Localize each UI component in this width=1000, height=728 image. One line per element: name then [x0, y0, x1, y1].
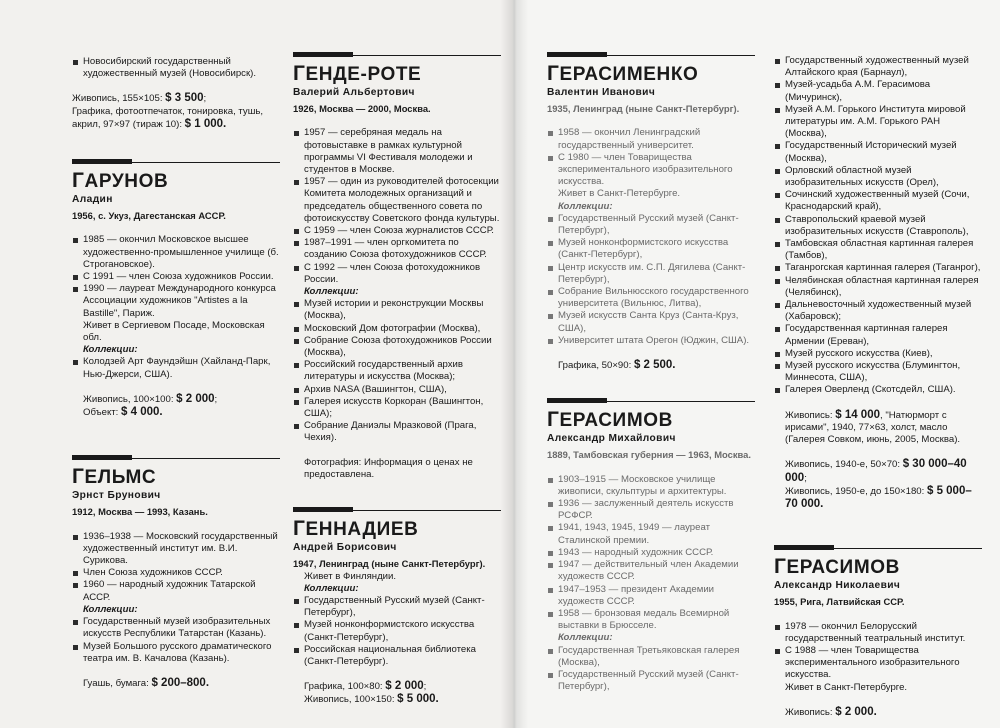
- collections-list: [774, 55, 982, 397]
- price-line: Живопись: $ 14 000, "Натюрморт с ирисами", 1940, 77×63, холст, масло (Галерея Совком, июнь, 2005, Москва).: [785, 408, 961, 446]
- bio-list: [547, 127, 755, 188]
- list-item: Собрание Даниэлы Мразковой (Прага, Чехия).: [293, 420, 501, 444]
- entry-divider: [72, 159, 132, 164]
- lives-text: Живет в Санкт-Петербурге.: [558, 188, 681, 200]
- lives-text: Живет в Сергиевом Посаде, Московская обл.: [83, 319, 265, 344]
- list-item: С 1988 — член Товарищества экспериментального изобразительного искусства.: [774, 645, 982, 682]
- list-item: Музей нонконформистского искусства (Санкт-Петербург),: [547, 237, 755, 261]
- price-line: Графика, фотоотпечаток, тонировка, тушь, акрил, 97×97 (тираж 10): $ 1 000.: [72, 105, 264, 130]
- list-item: Государственный Русский музей (Санкт-Петербург),: [293, 595, 501, 619]
- list-item: Сочинский художественный музей (Сочи, Краснодарский край),: [774, 189, 982, 213]
- list-item: 1958 — окончил Ленинградский государственный университет.: [547, 127, 755, 151]
- entry-name-gennadiev: ГЕННАДИЕВ: [293, 517, 419, 541]
- entry-dates: 1889, Тамбовская губерния — 1963, Москва.: [547, 449, 751, 461]
- list-item: Собрание Союза фотохудожников России (Москва),: [293, 335, 501, 359]
- list-item: 1990 — лауреат Международного конкурса Ассоциации художников "Artistes a la Bastille", Париж.: [72, 283, 280, 320]
- collections-title: Коллекции:: [558, 632, 613, 644]
- entry-dates: 1912, Москва — 1993, Казань.: [72, 506, 208, 518]
- entry-divider: [72, 455, 132, 460]
- list-item: 1960 — народный художник Татарской АССР.: [72, 579, 280, 603]
- entry-first-name: Александр Николаевич: [774, 580, 901, 592]
- list-item: Новосибирский государственный художественный музей (Новосибирск).: [72, 56, 280, 80]
- entry-name-gerasimenko: ГЕРАСИМЕНКО: [547, 62, 699, 85]
- list-item: Архив NASA (Вашингтон, США),: [293, 384, 501, 396]
- collections-list: [547, 213, 755, 347]
- list-item: Музей русского искусства (Киев),: [774, 348, 982, 360]
- list-item: С 1991 — член Союза художников России.: [72, 271, 280, 283]
- list-item: 1936–1938 — Московский государственный художественный институт им. В.И. Сурикова.: [72, 531, 280, 568]
- entry-first-name: Валентин Иванович: [547, 87, 656, 98]
- price-line: Гуашь, бумага: $ 200–800.: [83, 676, 210, 689]
- list-item: Член Союза художников СССР.: [72, 567, 280, 579]
- collections-list: [72, 616, 280, 665]
- entry-dates: 1955, Рига, Латвийская ССР.: [774, 596, 905, 608]
- list-item: 1978 — окончил Белорусский государственный театральный институт.: [774, 621, 982, 645]
- list-item: 1985 — окончил Московское высшее художественно-промышленное училище (б. Строгановское).: [72, 234, 280, 271]
- right-page: [513, 0, 1000, 728]
- price-line: Живопись, 155×105: $ 3 500;: [72, 92, 207, 105]
- list-item: 1958 — бронзовая медаль Всемирной выставки в Брюсселе.: [547, 608, 755, 632]
- collections-list: [72, 356, 280, 380]
- price-line: Графика, 100×80: $ 2 000;: [304, 680, 427, 693]
- list-item: Музей Большого русского драматического театра им. В. Качалова (Казань).: [72, 641, 280, 665]
- list-item: Государственная Третьяковская галерея (Москва),: [547, 645, 755, 669]
- list-item: Музей истории и реконструкции Москвы (Москва),: [293, 298, 501, 322]
- entry-divider: [774, 545, 834, 550]
- list-item: Российская национальная библиотека (Санкт-Петербург).: [293, 644, 501, 668]
- entry-dates: 1935, Ленинград (ныне Санкт-Петербург).: [547, 103, 740, 115]
- entry-first-name: Александр Михайлович: [547, 433, 676, 445]
- price-line: Живопись, 1940-е, 50×70: $ 30 000–40 000;: [785, 458, 967, 484]
- lives-text: Живет в Санкт-Петербурге.: [785, 681, 908, 693]
- list-item: Государственный художественный музей Алтайского края (Барнаул),: [774, 55, 982, 79]
- entry-name-gelms: ГЕЛЬМС: [72, 465, 157, 489]
- entry-dates: 1926, Москва — 2000, Москва.: [293, 103, 431, 115]
- list-item: Колодзей Арт Фаундэйшн (Хайланд-Парк, Нью-Джерси, США).: [72, 356, 280, 380]
- collections-title: Коллекции:: [83, 344, 138, 356]
- faded-block: [547, 127, 755, 359]
- lives-text: Живет в Финляндии.: [304, 570, 397, 582]
- list-item: Государственный музей изобразительных искусств Республики Татарстан (Казань).: [72, 616, 280, 640]
- list-item: Государственная картинная галерея Армении (Ереван),: [774, 323, 982, 347]
- list-item: Московский Дом фотографии (Москва),: [293, 323, 501, 335]
- column-2: [293, 52, 501, 707]
- list-item: Музей А.М. Горького Института мировой литературы им. А.М. Горького РАН (Москва),: [774, 104, 982, 141]
- price-note: Фотография: Информация о ценах не предоставлена.: [304, 456, 473, 480]
- bio-list: [72, 234, 280, 319]
- entry-divider: [547, 52, 607, 57]
- entry-name-gerasimov-am: ГЕРАСИМОВ: [547, 408, 673, 432]
- list-item: Университет штата Орегон (Юджин, США).: [547, 335, 755, 347]
- list-item: 1903–1915 — Московское училище живописи, скульптуры и архитектуры.: [547, 474, 755, 498]
- list-item: Музей искусств Санта Круз (Санта-Круз, США),: [547, 310, 755, 334]
- price-line: Графика, 50×90: $ 2 500.: [558, 359, 676, 372]
- collections-list: [72, 56, 280, 80]
- list-item: Государственный Русский музей (Санкт-Петербург),: [547, 213, 755, 237]
- entry-dates: 1947, Ленинград (ныне Санкт-Петербург).: [293, 558, 486, 570]
- collections-title: Коллекции:: [304, 286, 359, 298]
- list-item: Галерея Оверленд (Скотсдейл, США).: [774, 384, 982, 396]
- price-line: Объект: $ 4 000.: [83, 406, 163, 419]
- list-item: 1936 — заслуженный деятель искусств РСФСР.: [547, 498, 755, 522]
- price-line: Живопись, 100×100: $ 2 000;: [83, 392, 218, 405]
- price-line: Живопись: $ 2 000.: [785, 705, 877, 718]
- list-item: Центр искусств им. С.П. Дягилева (Санкт-Петербург),: [547, 262, 755, 286]
- list-item: Дальневосточный художественный музей (Хабаровск);: [774, 299, 982, 323]
- price-line: Живопись, 1950-е, до 150×180: $ 5 000–70 000.: [785, 484, 972, 510]
- list-item: Государственный Исторический музей (Москва),: [774, 140, 982, 164]
- column-1: [72, 56, 280, 690]
- entry-name-garunov: ГАРУНОВ: [72, 169, 169, 193]
- list-item: 1941, 1943, 1945, 1949 — лауреат Сталинской премии.: [547, 522, 755, 546]
- list-item: С 1992 — член Союза фотохудожников России.: [293, 262, 501, 286]
- list-item: Музей нонконформистского искусства (Санкт-Петербург),: [293, 619, 501, 643]
- entry-dates: 1956, с. Укуз, Дагестанская АССР.: [72, 210, 226, 222]
- list-item: Тамбовская областная картинная галерея (Тамбов),: [774, 238, 982, 262]
- list-item: Собрание Вильнюсского государственного университета (Вильнюс, Литва),: [547, 286, 755, 310]
- entry-name-gerasimov-an: ГЕРАСИМОВ: [774, 555, 900, 579]
- list-item: 1947–1953 — президент Академии художеств СССР.: [547, 584, 755, 608]
- collections-list: [293, 595, 501, 668]
- list-item: Ставропольский краевой музей изобразительных искусств (Ставрополь),: [774, 214, 982, 238]
- list-item: С 1959 — член Союза журналистов СССР.: [293, 225, 501, 237]
- list-item: Российский государственный архив литературы и искусства (Москва);: [293, 359, 501, 383]
- collections-list: [293, 298, 501, 444]
- list-item: Челябинская областная картинная галерея (Челябинск),: [774, 275, 982, 299]
- list-item: 1943 — народный художник СССР.: [547, 547, 755, 559]
- entry-first-name: Эрнст Брунович: [72, 490, 161, 502]
- list-item: 1957 — серебряная медаль на фотовыставке в рамках культурной программы VI Фестиваля молодежи и студентов в Москве.: [293, 127, 501, 176]
- bio-list: [547, 474, 755, 633]
- list-item: 1987–1991 — член оргкомитета по созданию Союза фотохудожников СССР.: [293, 237, 501, 261]
- collections-title: Коллекции:: [304, 582, 359, 594]
- collections-list: [547, 645, 755, 694]
- entry-divider: [293, 507, 353, 512]
- price-line: Живопись, 100×150: $ 5 000.: [304, 693, 439, 706]
- column-4: [774, 55, 982, 719]
- list-item: 1957 — один из руководителей фотосекции Комитета молодежных организаций и председатель общественного совета по фотоискусству Советского фонда культуры.: [293, 176, 501, 225]
- collections-title: Коллекции:: [558, 200, 613, 212]
- list-item: Государственный Русский музей (Санкт-Петербург),: [547, 669, 755, 693]
- faded-block: [547, 474, 755, 694]
- list-item: Таганрогская картинная галерея (Таганрог),: [774, 262, 982, 274]
- entry-divider: [547, 398, 607, 403]
- collections-title: Коллекции:: [83, 603, 138, 615]
- list-item: 1947 — действительный член Академии художеств СССР.: [547, 559, 755, 583]
- entry-first-name: Аладин: [72, 194, 113, 206]
- bio-list: [774, 621, 982, 682]
- list-item: С 1980 — член Товарищества экспериментального изобразительного искусства.: [547, 152, 755, 189]
- list-item: Музей-усадьба А.М. Герасимова (Мичуринск),: [774, 79, 982, 103]
- bio-list: [293, 127, 501, 286]
- entry-first-name: Валерий Альбертович: [293, 87, 415, 98]
- entry-first-name: Андрей Борисович: [293, 542, 397, 554]
- bio-list: [72, 531, 280, 604]
- column-3: [547, 52, 755, 693]
- entry-name-gende-rote: ГЕНДЕ-РОТЕ: [293, 62, 422, 85]
- list-item: Орловский областной музей изобразительных искусств (Орел),: [774, 165, 982, 189]
- entry-divider: [293, 52, 353, 57]
- list-item: Музей русского искусства (Блумингтон, Миннесота, США),: [774, 360, 982, 384]
- list-item: Галерея искусств Коркоран (Вашингтон, США);: [293, 396, 501, 420]
